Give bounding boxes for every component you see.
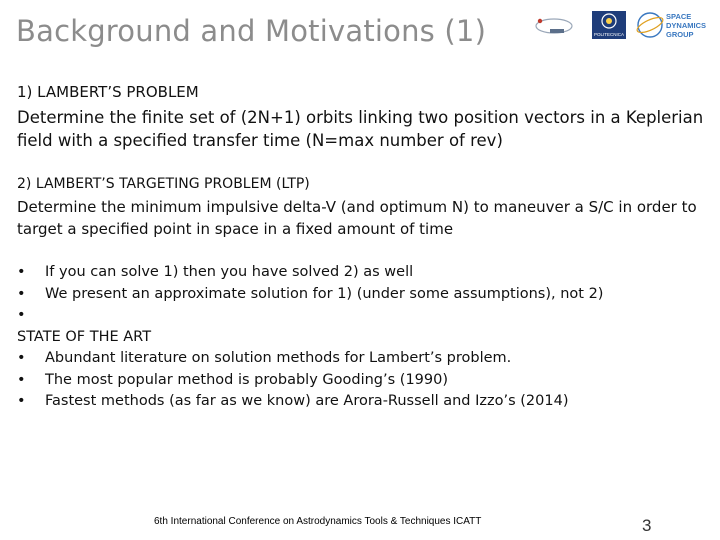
esa-logo — [536, 19, 572, 33]
state-item-text: Fastest methods (as far as we know) are Arora-Russell and Izzo’s (2014) — [45, 393, 569, 409]
bullet-glyph: • — [17, 393, 26, 409]
state-item-text: Abundant literature on solution methods for Lambert’s problem. — [45, 350, 512, 366]
state-item-text: The most popular method is probably Gooding’s (1990) — [45, 371, 448, 388]
section2-heading: 2) LAMBERT’S TARGETING PROBLEM (LTP) — [17, 176, 310, 192]
section1-text: Determine the finite set of (2N+1) orbits linking two position vectors in a Keplerian field with a specified transfer time (N=max number of rev) — [17, 108, 704, 150]
list-item — [17, 370, 707, 392]
bullet-glyph: • — [17, 307, 26, 323]
politecnica-logo-text: POLITECNICA — [593, 32, 625, 37]
sdg-line2: DYNAMICS — [666, 21, 707, 30]
footer-text: 6th International Conference on Astrodynamics Tools & Techniques ICATT — [154, 516, 482, 527]
page-number: 3 — [642, 516, 652, 535]
bullet-glyph: • — [17, 264, 26, 280]
sdg-line1: SPACE — [666, 12, 692, 21]
bullet-glyph: • — [17, 285, 26, 302]
bullets-block — [17, 262, 707, 413]
politecnica-logo — [592, 11, 626, 39]
list-item — [17, 284, 707, 306]
bullet-text: If you can solve 1) then you have solved 2) as well — [45, 264, 414, 280]
bullet-glyph: • — [17, 350, 26, 366]
list-item — [17, 262, 707, 284]
state-heading: STATE OF THE ART — [17, 328, 152, 345]
slide-title: Background and Motivations (1) — [16, 14, 487, 48]
space-dynamics-group-logo — [635, 12, 706, 39]
list-item — [17, 305, 707, 327]
sdg-line3: GROUP — [666, 30, 694, 39]
bullet-glyph: • — [17, 371, 26, 388]
section2-text: Determine the minimum impulsive delta-V (and optimum N) to maneuver a S/C in order to target a specified point in space in a fixed amount of time — [17, 198, 697, 238]
bullet-text: We present an approximate solution for 1) (under some assumptions), not 2) — [45, 285, 604, 302]
institution-logos — [532, 8, 712, 42]
list-item — [17, 391, 707, 413]
section1-heading: 1) LAMBERT’S PROBLEM — [17, 83, 199, 101]
list-item — [17, 348, 707, 370]
